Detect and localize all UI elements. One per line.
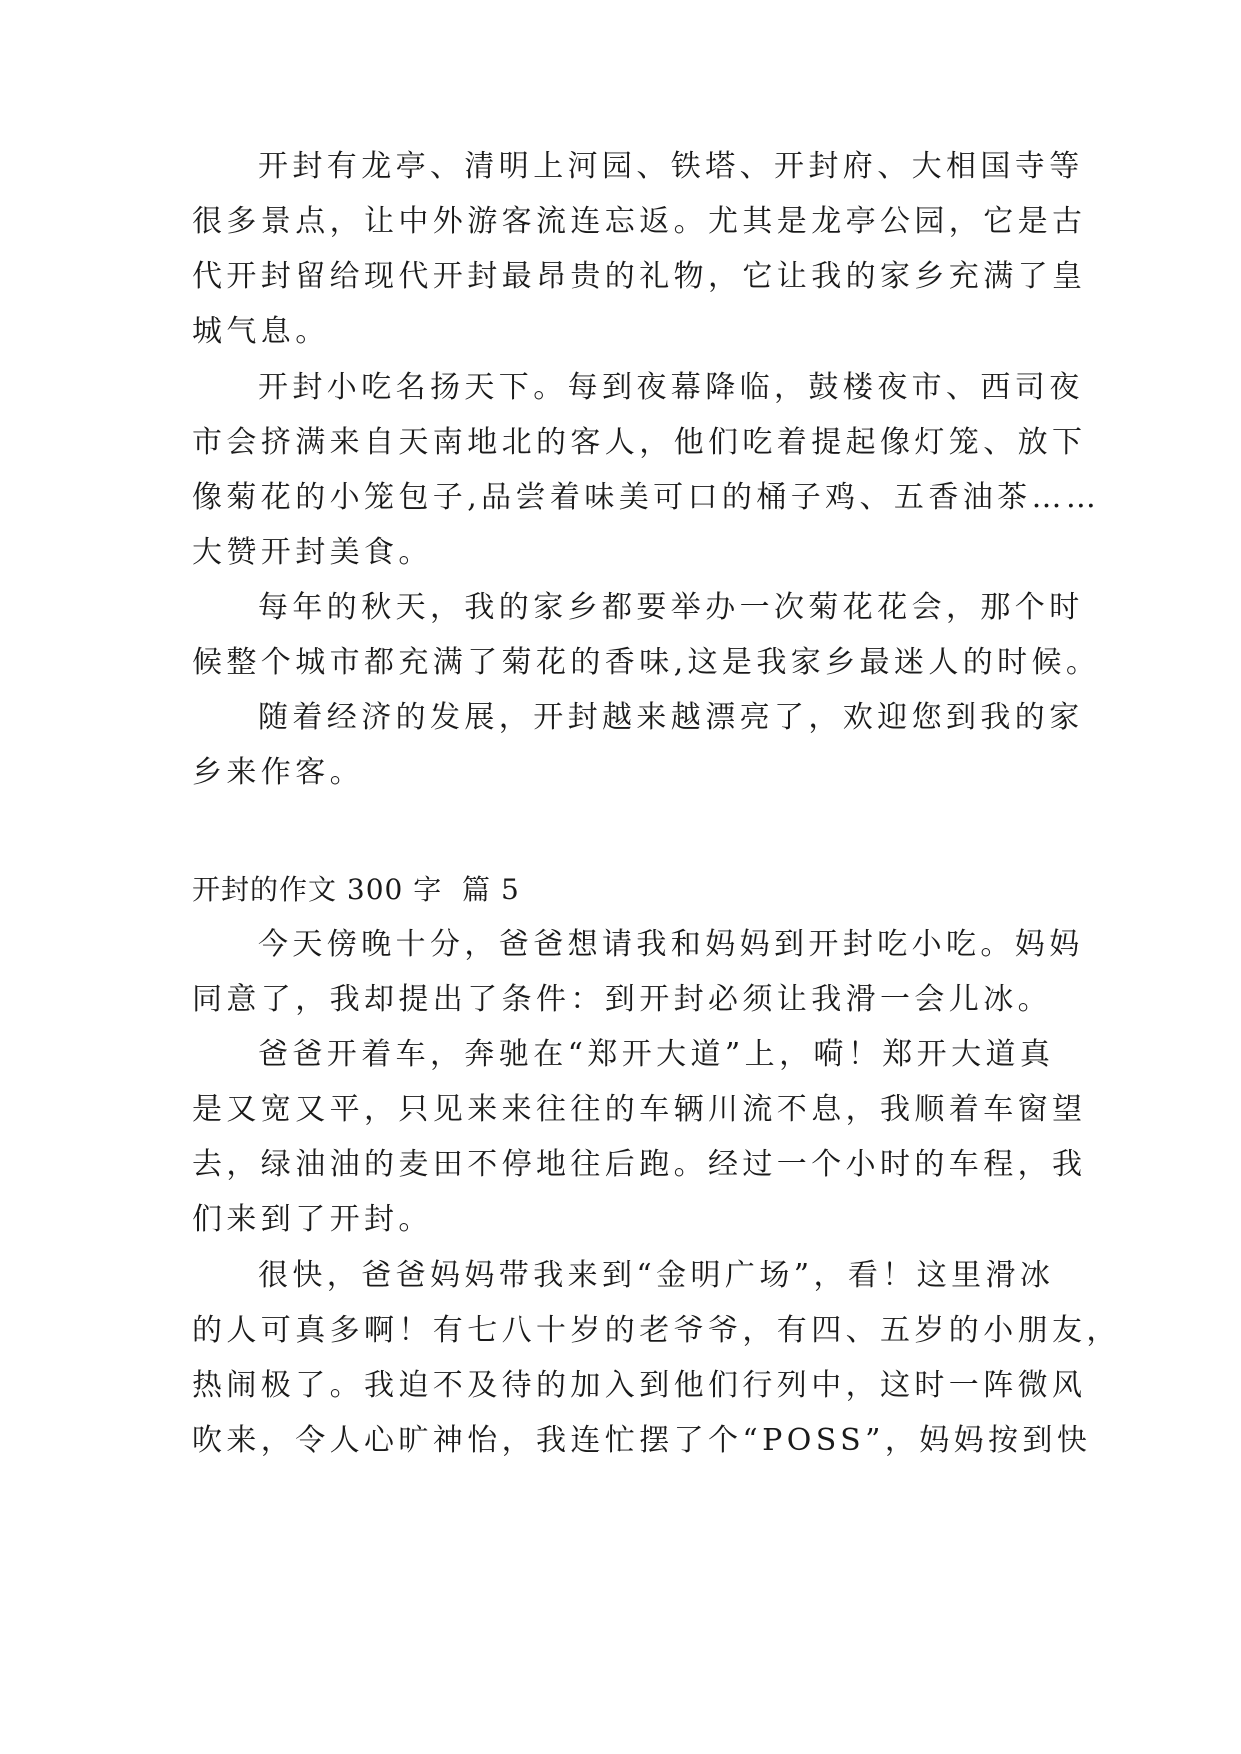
text-line: 去，绿油油的麦田不停地往后跑。经过一个小时的车程，我 — [192, 1147, 1087, 1182]
text-line: 乡来作客。 — [192, 755, 364, 790]
text-line: 大赞开封美食。 — [192, 535, 433, 570]
text-line: 热闹极了。我迫不及待的加入到他们行列中，这时一阵微风 — [192, 1368, 1087, 1403]
text-line: 们来到了开封。 — [192, 1202, 433, 1237]
text-line: 的人可真多啊！有七八十岁的老爷爷，有四、五岁的小朋友， — [192, 1313, 1121, 1348]
text-line: 代开封留给现代开封最昂贵的礼物，它让我的家乡充满了皇 — [192, 259, 1087, 294]
text-line: 候整个城市都充满了菊花的香味,这是我家乡最迷人的时候。 — [192, 645, 1101, 680]
text-line: 像菊花的小笼包子,品尝着味美可口的桶子鸡、五香油茶…… — [192, 480, 1101, 515]
text-line: 今天傍晚十分，爸爸想请我和妈妈到开封吃小吃。妈妈 — [258, 927, 1084, 962]
text-line: 开封小吃名扬天下。每到夜幕降临，鼓楼夜市、西司夜 — [258, 370, 1084, 405]
text-line: 很快，爸爸妈妈带我来到“金明广场”，看！这里滑冰 — [258, 1258, 1055, 1293]
text-line: 很多景点，让中外游客流连忘返。尤其是龙亭公园，它是古 — [192, 204, 1087, 239]
text-line: 市会挤满来自天南地北的客人，他们吃着提起像灯笼、放下 — [192, 425, 1087, 460]
text-line: 吹来，令人心旷神怡，我连忙摆了个“POSS”，妈妈按到快 — [192, 1423, 1092, 1458]
section-heading: 开封的作文 300 字 篇 5 — [192, 873, 520, 906]
text-line: 是又宽又平，只见来来往往的车辆川流不息，我顺着车窗望 — [192, 1092, 1087, 1127]
text-line: 同意了，我却提出了条件：到开封必须让我滑一会儿冰。 — [192, 982, 1052, 1017]
text-line: 城气息。 — [192, 314, 330, 349]
text-line: 开封有龙亭、清明上河园、铁塔、开封府、大相国寺等 — [258, 149, 1084, 184]
text-line: 随着经济的发展，开封越来越漂亮了，欢迎您到我的家 — [258, 700, 1084, 735]
text-line: 每年的秋天，我的家乡都要举办一次菊花花会，那个时 — [258, 590, 1084, 625]
text-line: 爸爸开着车，奔驰在“郑开大道”上，嗬！郑开大道真 — [258, 1037, 1055, 1072]
